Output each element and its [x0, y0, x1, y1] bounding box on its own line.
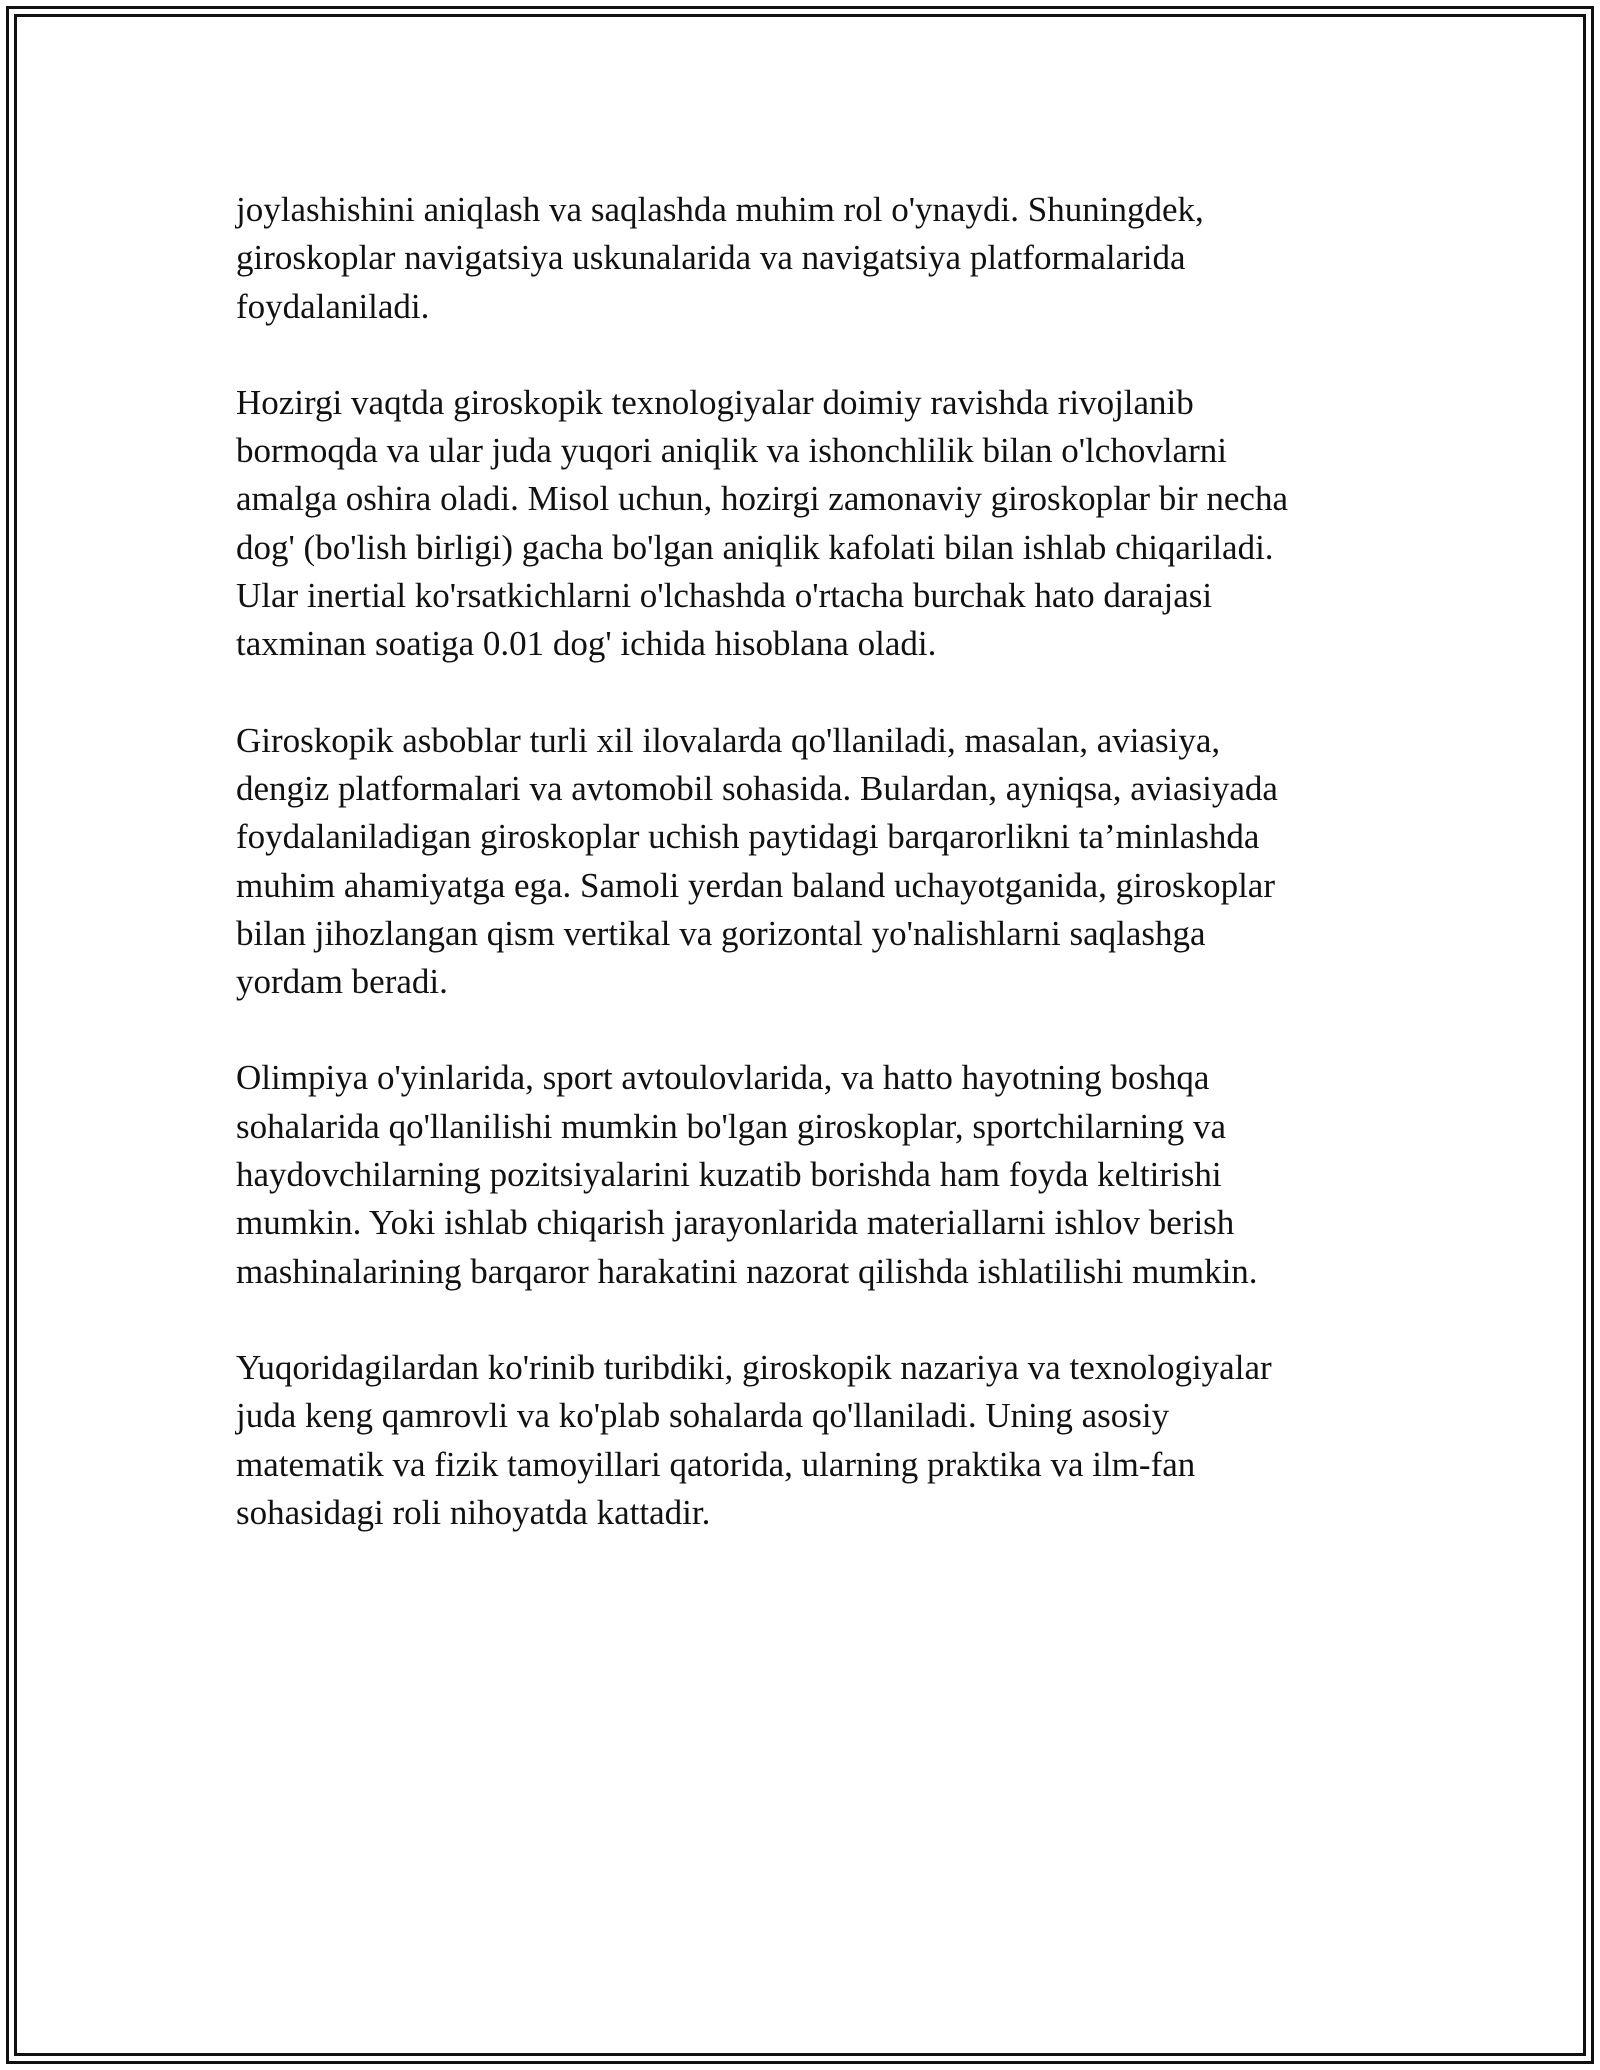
text-line: bilan jihozlangan qism vertikal va gorizontal yo'nalishlarni saqlashga [236, 913, 1206, 953]
text-line: amalga oshira oladi. Misol uchun, hozirgi zamonaviy giroskoplar bir necha [236, 479, 1288, 519]
text-line: Ular inertial ko'rsatkichlarni o'lchashda o'rtacha burchak hato darajasi [236, 576, 1213, 616]
text-line: dog' (bo'lish birligi) gacha bo'lgan aniqlik kafolati bilan ishlab chiqariladi. [236, 527, 1274, 567]
paragraph-4 [236, 1054, 1386, 1295]
text-line: giroskoplar navigatsiya uskunalarida va navigatsiya platformalarida [236, 238, 1186, 278]
document-body [236, 186, 1386, 1585]
text-line: matematik va fizik tamoyillari qatorida, ularning praktika va ilm-fan [236, 1444, 1196, 1484]
text-line: yordam beradi. [236, 962, 448, 1002]
text-line: foydalaniladi. [236, 286, 430, 326]
text-line: Hozirgi vaqtda giroskopik texnologiyalar doimiy ravishda rivojlanib [236, 382, 1194, 422]
text-line: joylashishini aniqlash va saqlashda muhim rol o'ynaydi. Shuningdek, [236, 190, 1204, 229]
text-line: muhim ahamiyatga ega. Samoli yerdan baland uchayotganida, giroskoplar [236, 865, 1275, 905]
text-line: haydovchilarning pozitsiyalarini kuzatib borishda ham foyda keltirishi [236, 1155, 1222, 1195]
text-line: bormoqda va ular juda yuqori aniqlik va ishonchlilik bilan o'lchovlarni [236, 431, 1227, 471]
text-line: juda keng qamrovli va ko'plab sohalarda qo'llaniladi. Uning asosiy [236, 1396, 1170, 1436]
paragraph-5 [236, 1344, 1386, 1537]
paragraph-3 [236, 717, 1386, 1007]
text-line: mumkin. Yoki ishlab chiqarish jarayonlarida materiallarni ishlov berish [236, 1203, 1235, 1243]
text-line: Olimpiya o'yinlarida, sport avtoulovlarida, va hatto hayotning boshqa [236, 1058, 1210, 1098]
text-line: sohasidagi roli nihoyatda kattadir. [236, 1492, 711, 1532]
text-line: sohalarida qo'llanilishi mumkin bo'lgan giroskoplar, sportchilarning va [236, 1106, 1227, 1146]
text-line: mashinalarining barqaror harakatini nazorat qilishda ishlatilishi mumkin. [236, 1251, 1258, 1291]
text-line: dengiz platformalari va avtomobil sohasida. Bulardan, ayniqsa, aviasiyada [236, 768, 1278, 808]
text-line: Giroskopik asboblar turli xil ilovalarda qo'llaniladi, masalan, aviasiya, [236, 720, 1221, 760]
paragraph-2 [236, 379, 1386, 669]
text-line: Yuqoridagilardan ko'rinib turibdiki, giroskopik nazariya va texnologiyalar [236, 1347, 1272, 1387]
paragraph-1 [236, 186, 1386, 331]
text-line: foydalaniladigan giroskoplar uchish paytidagi barqarorlikni ta’minlashda [236, 817, 1260, 857]
text-line: taxminan soatiga 0.01 dog' ichida hisoblana oladi. [236, 624, 937, 664]
